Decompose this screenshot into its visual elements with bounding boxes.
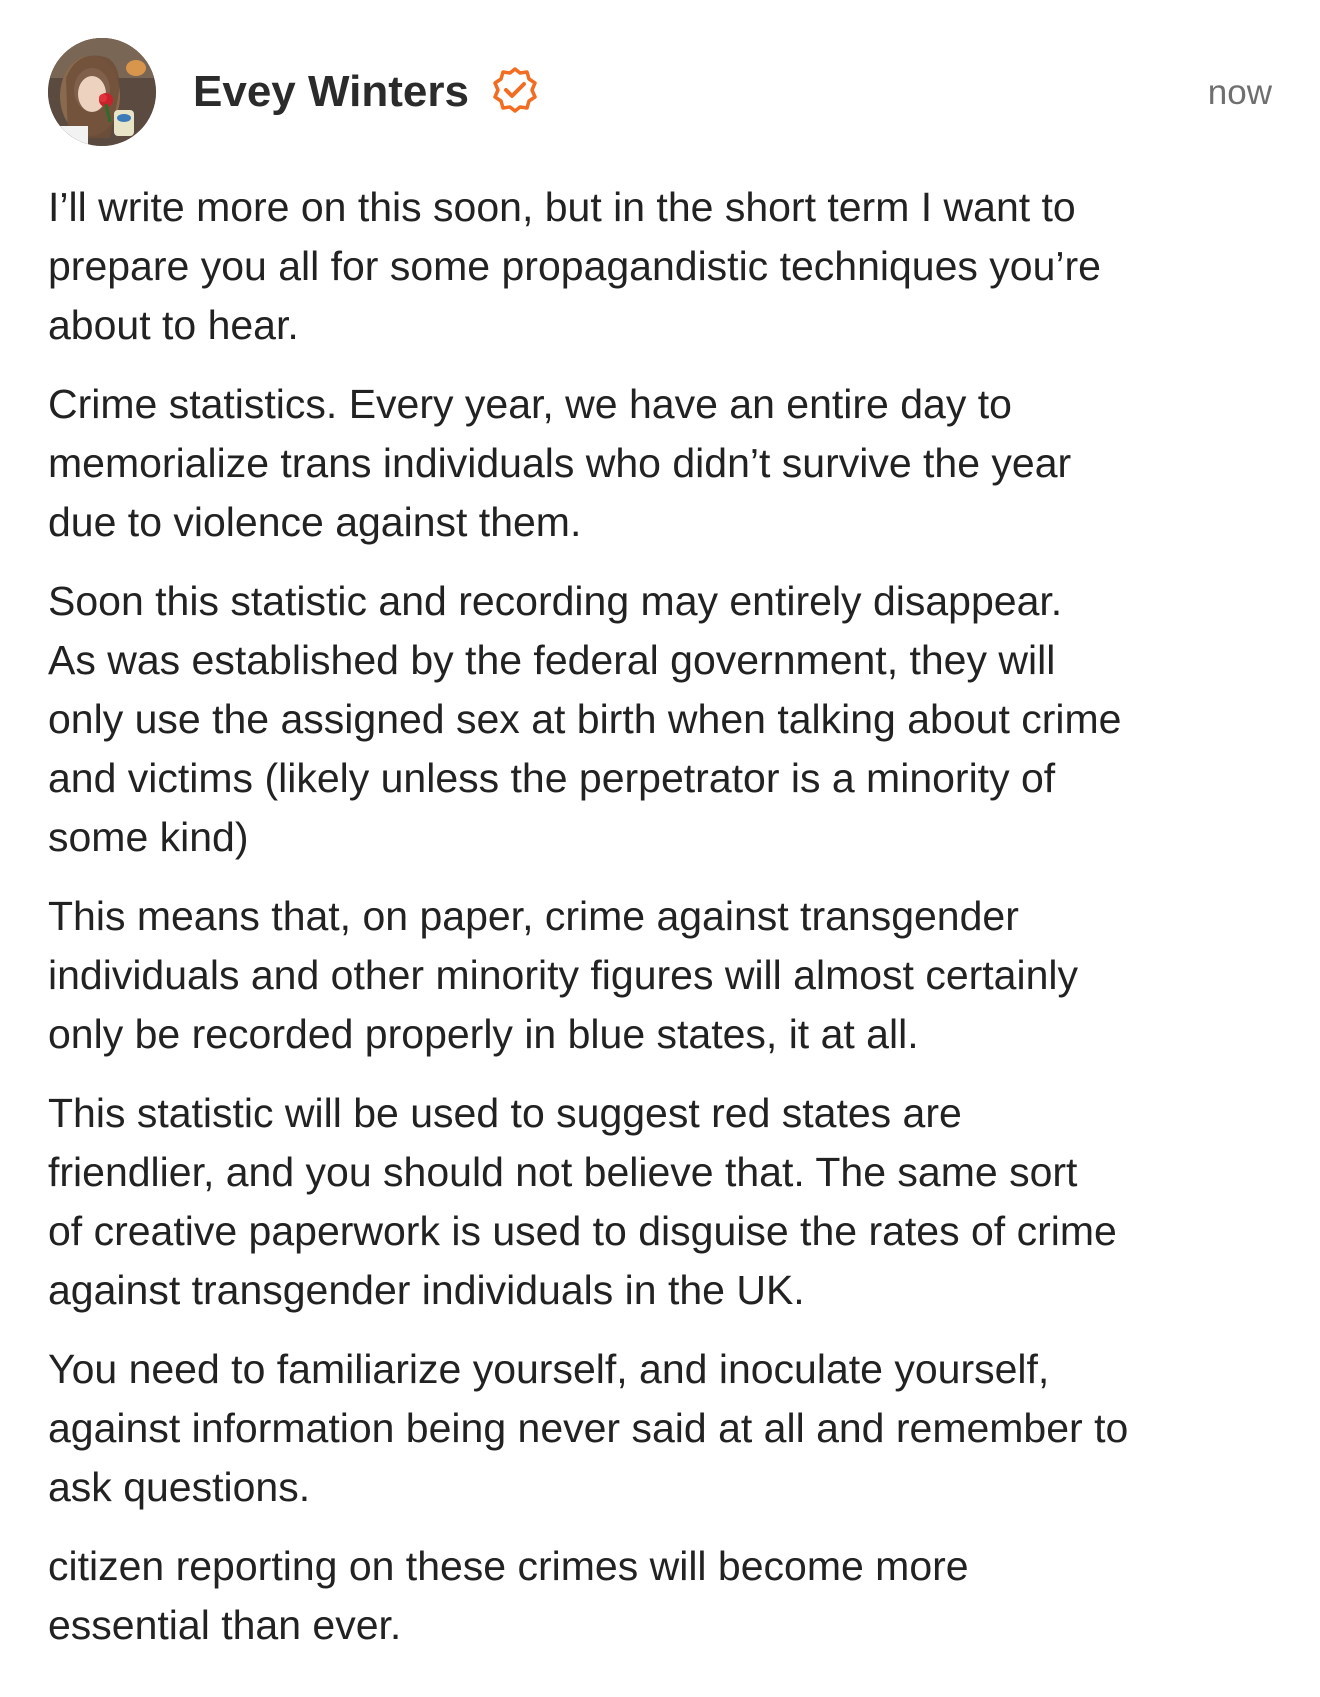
post-paragraph: You need to familiarize yourself, and inoculate yourself, against information being never said at all and remember to ask questions. xyxy=(48,1346,1129,1510)
post-paragraph: This statistic will be used to suggest red states are friendlier, and you should not believe that. The same sort of creative paperwork is used to disguise the rates of crime against transgender individuals in the UK. xyxy=(48,1090,1117,1313)
post-paragraph: Crime statistics. Every year, we have an entire day to memorialize trans individuals who didn’t survive the year due to violence against them. xyxy=(48,381,1072,545)
post-paragraph: This means that, on paper, crime against transgender individuals and other minority figures will almost certainly only be recorded properly in blue states, it at all. xyxy=(48,893,1078,1057)
avatar[interactable] xyxy=(48,38,156,146)
author-name[interactable]: Evey Winters xyxy=(193,67,469,116)
post-paragraph: I’ll write more on this soon, but in the short term I want to prepare you all for some propagandistic techniques you’re about to hear. xyxy=(48,184,1101,348)
post-timestamp: now xyxy=(1207,73,1272,112)
post-paragraph: Soon this statistic and recording may entirely disappear. As was established by the federal government, they will only use the assigned sex at birth when talking about crime and victims (likely unless the perpetrator is a minority of some kind) xyxy=(48,578,1122,860)
post-header xyxy=(48,38,1272,150)
post-body xyxy=(48,178,1288,1675)
avatar-photo xyxy=(48,38,156,146)
verified-badge-icon xyxy=(490,66,540,116)
post-paragraph: citizen reporting on these crimes will become more essential than ever. xyxy=(48,1543,969,1648)
